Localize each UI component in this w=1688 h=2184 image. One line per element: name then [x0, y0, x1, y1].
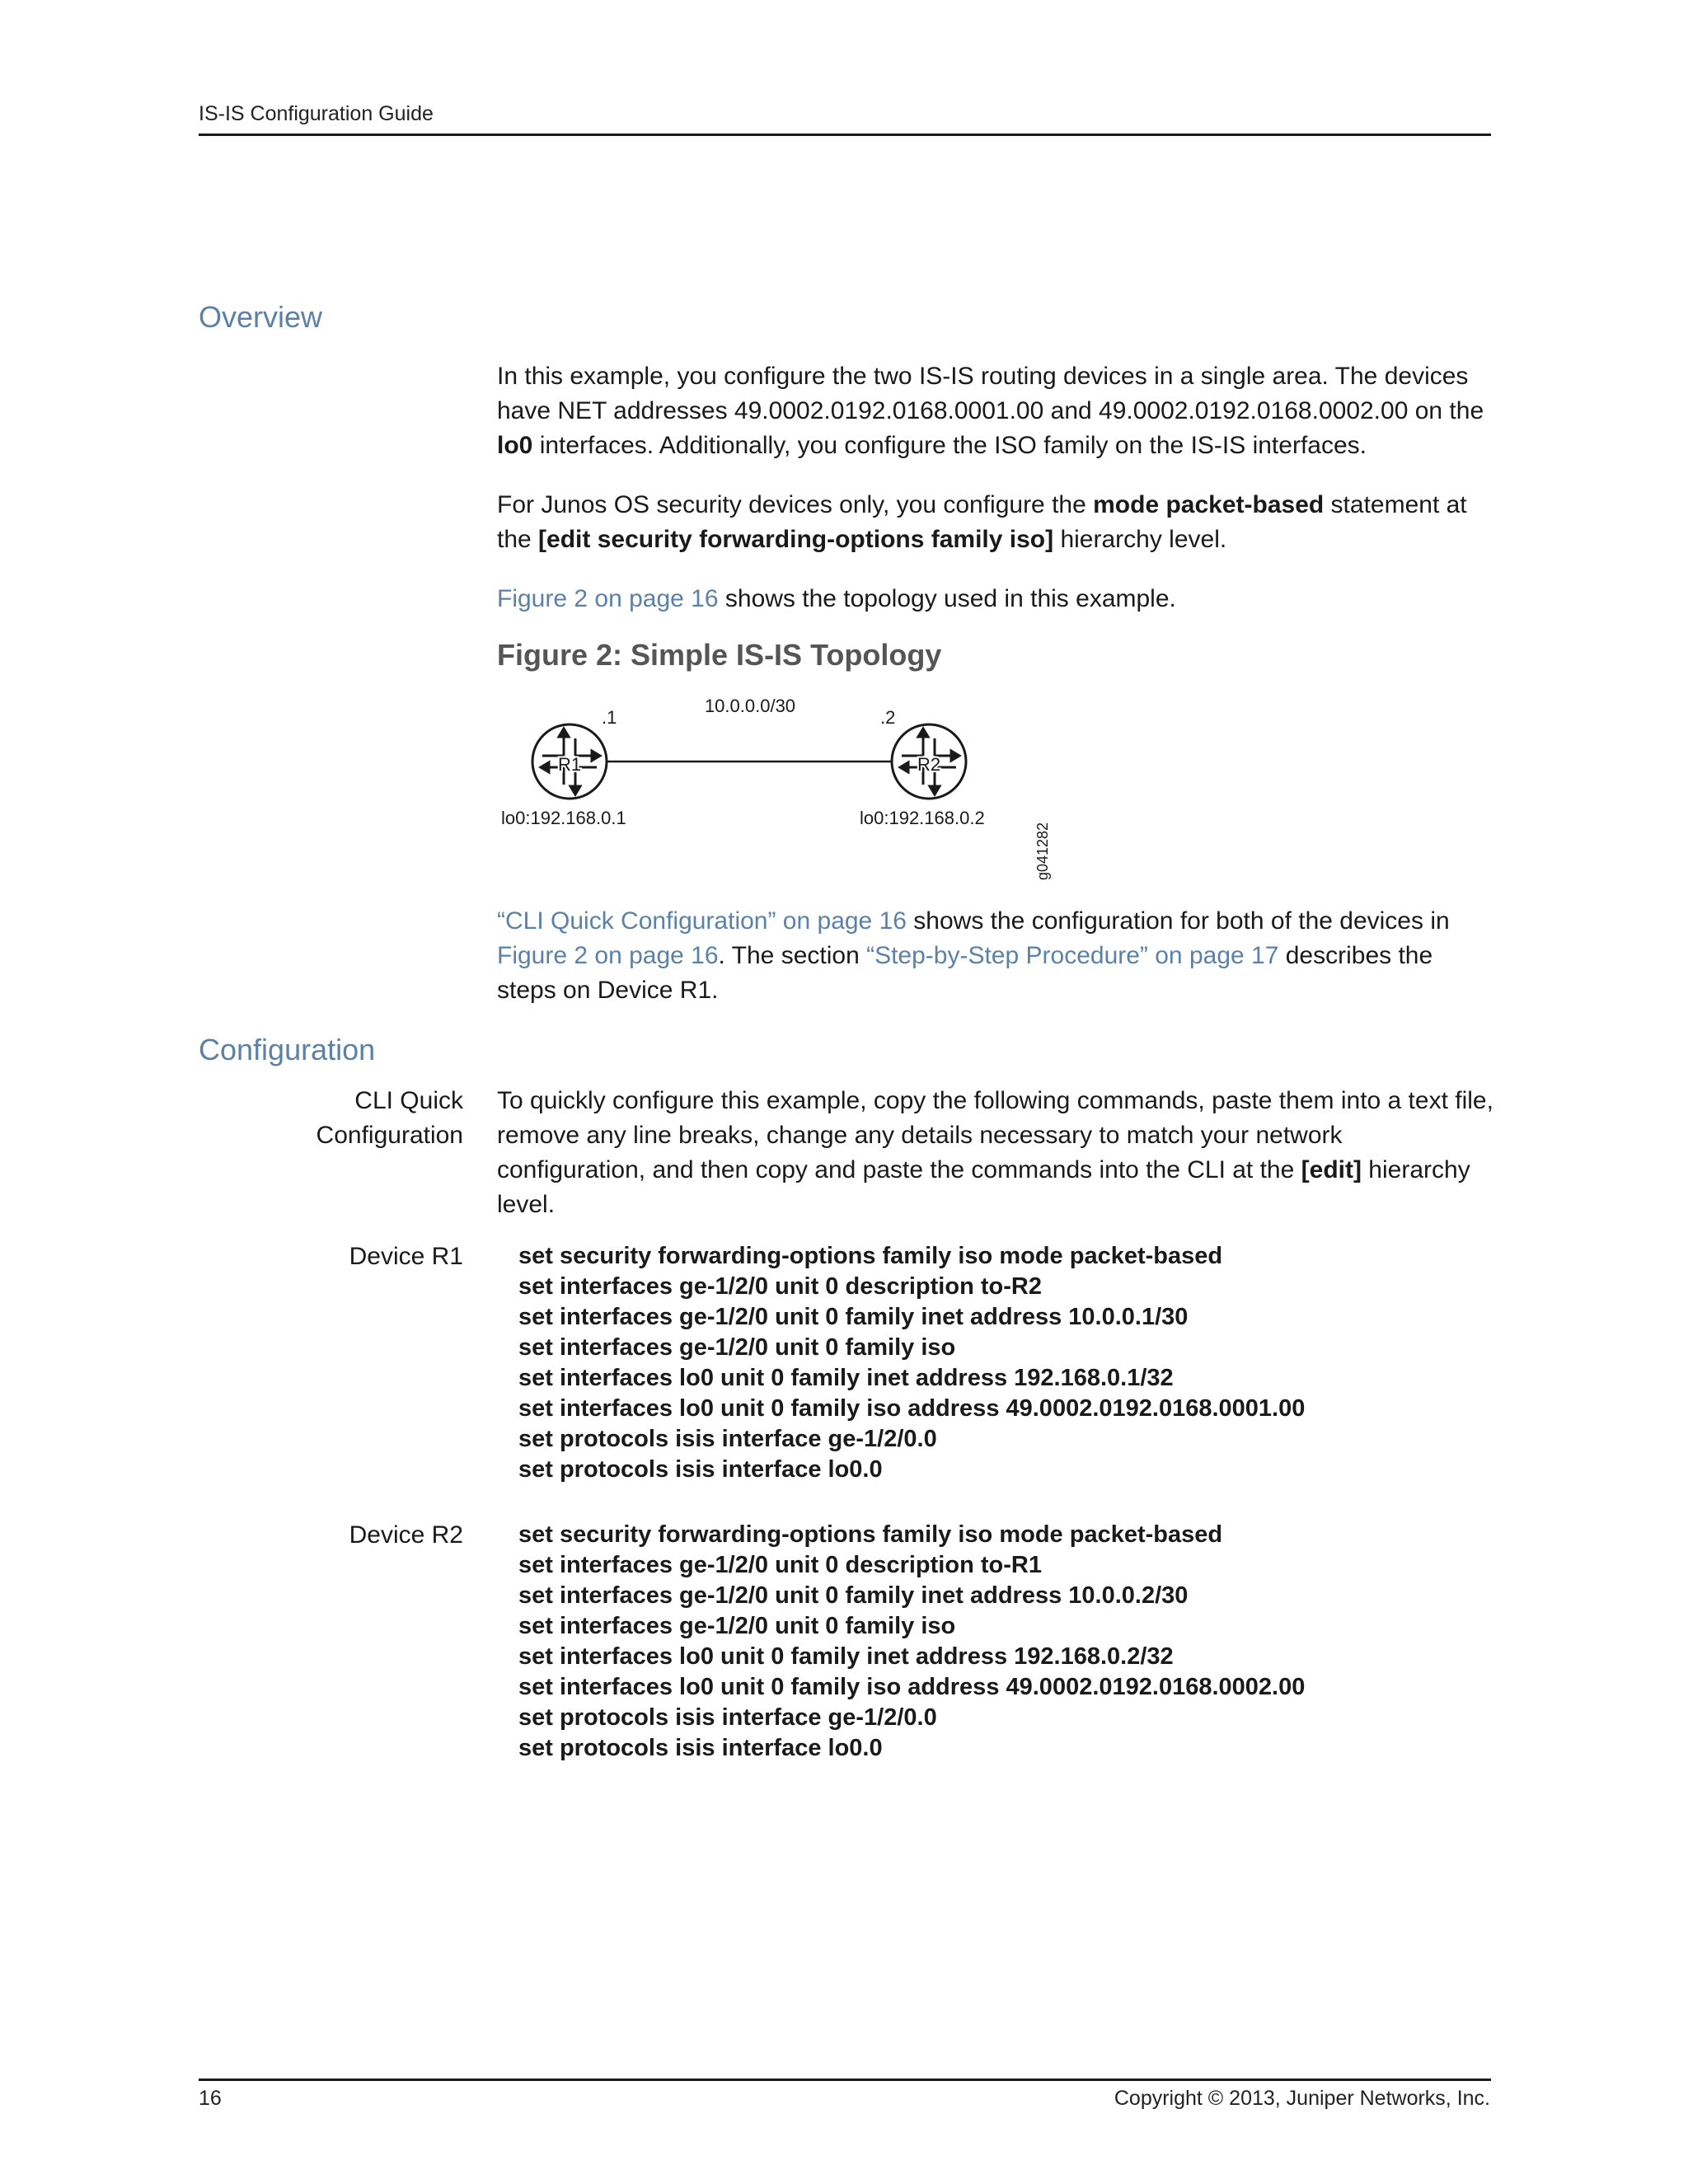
device-r2-commands	[518, 1520, 1305, 1764]
command-line: set protocols isis interface ge-1/2/0.0	[518, 1426, 937, 1452]
footer-rule	[199, 2079, 1491, 2081]
topology-diagram	[495, 691, 1071, 888]
device-r1-commands	[518, 1241, 1305, 1485]
cli-quick-config-link[interactable]: “CLI Quick Configuration” on page 16	[497, 907, 907, 935]
device-r1-label: Device R1	[349, 1243, 463, 1270]
command-line: set security forwarding-options family iso mode packet-based	[518, 1521, 1223, 1548]
figure-title: Figure 2: Simple IS-IS Topology	[497, 638, 942, 672]
running-header: IS-IS Configuration Guide	[199, 102, 434, 125]
copyright-notice: Copyright © 2013, Juniper Networks, Inc.	[1114, 2087, 1490, 2110]
command-line: set interfaces lo0 unit 0 family iso address 49.0002.0192.0168.0002.00	[518, 1674, 1306, 1700]
edit-keyword: [edit]	[1301, 1156, 1362, 1183]
command-line: set interfaces ge-1/2/0 unit 0 family iso	[518, 1334, 956, 1361]
configuration-heading: Configuration	[199, 1033, 376, 1066]
figure-2-link[interactable]: Figure 2 on page 16	[497, 585, 719, 612]
command-line: set protocols isis interface ge-1/2/0.0	[518, 1704, 937, 1731]
overview-heading: Overview	[199, 300, 323, 334]
router-r2-icon	[892, 724, 966, 799]
command-line: set protocols isis interface lo0.0	[518, 1735, 883, 1761]
r2-label: R2	[917, 754, 941, 775]
figure-2-link-2[interactable]: Figure 2 on page 16	[497, 942, 719, 969]
r1-loopback-label: lo0:192.168.0.1	[501, 808, 626, 828]
r2-loopback-label: lo0:192.168.0.2	[860, 808, 985, 828]
step-by-step-link[interactable]: “Step-by-Step Procedure” on page 17	[866, 942, 1279, 969]
command-line: set interfaces lo0 unit 0 family inet address 192.168.0.1/32	[518, 1365, 1174, 1391]
figure-id-label: g041282	[1034, 822, 1051, 880]
command-line: set interfaces lo0 unit 0 family inet address 192.168.0.2/32	[518, 1643, 1174, 1670]
device-r2-label: Device R2	[349, 1521, 463, 1549]
overview-paragraph-3: Figure 2 on page 16 shows the topology used in this example.	[497, 585, 1176, 612]
cli-quick-config-text: To quickly configure this example, copy the following commands, paste them into a text file, remove any line breaks, change any details necessary to match your network configuration, and then copy and paste the commands into the CLI at the [edit] hierarchy level.	[497, 1087, 1493, 1218]
header-rule	[199, 134, 1491, 136]
r2-interface-label: .2	[880, 707, 896, 728]
mode-packet-based-keyword: mode packet-based	[1093, 491, 1325, 518]
command-line: set interfaces ge-1/2/0 unit 0 family inet address 10.0.0.1/30	[518, 1304, 1189, 1330]
command-line: set security forwarding-options family iso mode packet-based	[518, 1243, 1223, 1269]
command-line: set interfaces ge-1/2/0 unit 0 family inet address 10.0.0.2/30	[518, 1582, 1189, 1609]
command-line: set interfaces ge-1/2/0 unit 0 description to-R1	[518, 1552, 1042, 1578]
r1-label: R1	[557, 754, 582, 775]
overview-paragraph-4: “CLI Quick Configuration” on page 16 shows the configuration for both of the devices in Figure 2 on page 16. The section “Step-by-Step Procedure” on page 17 describes the steps on Device R1.	[497, 907, 1450, 1004]
edit-hierarchy-keyword: [edit security forwarding-options family iso]	[538, 526, 1054, 553]
page-number: 16	[199, 2087, 222, 2110]
cli-quick-config-label: CLI Quick Configuration	[316, 1087, 463, 1149]
lo0-keyword: lo0	[497, 432, 533, 459]
router-r1-icon	[532, 724, 607, 799]
overview-paragraph-1: In this example, you configure the two IS-IS routing devices in a single area. The devices have NET addresses 49.0002.0192.0168.0001.00 and 49.0002.0192.0168.0002.00 on the lo0 interfaces. Additionally, you configure the ISO family on the IS-IS interfaces.	[497, 363, 1484, 459]
command-line: set interfaces lo0 unit 0 family iso address 49.0002.0192.0168.0001.00	[518, 1395, 1306, 1422]
command-line: set protocols isis interface lo0.0	[518, 1456, 883, 1483]
overview-paragraph-2: For Junos OS security devices only, you configure the mode packet-based statement at the [edit security forwarding-options family iso] hierarchy level.	[497, 491, 1467, 553]
r1-interface-label: .1	[602, 707, 617, 728]
command-line: set interfaces ge-1/2/0 unit 0 description to-R2	[518, 1273, 1042, 1300]
command-line: set interfaces ge-1/2/0 unit 0 family iso	[518, 1613, 956, 1639]
subnet-label: 10.0.0.0/30	[704, 696, 796, 716]
